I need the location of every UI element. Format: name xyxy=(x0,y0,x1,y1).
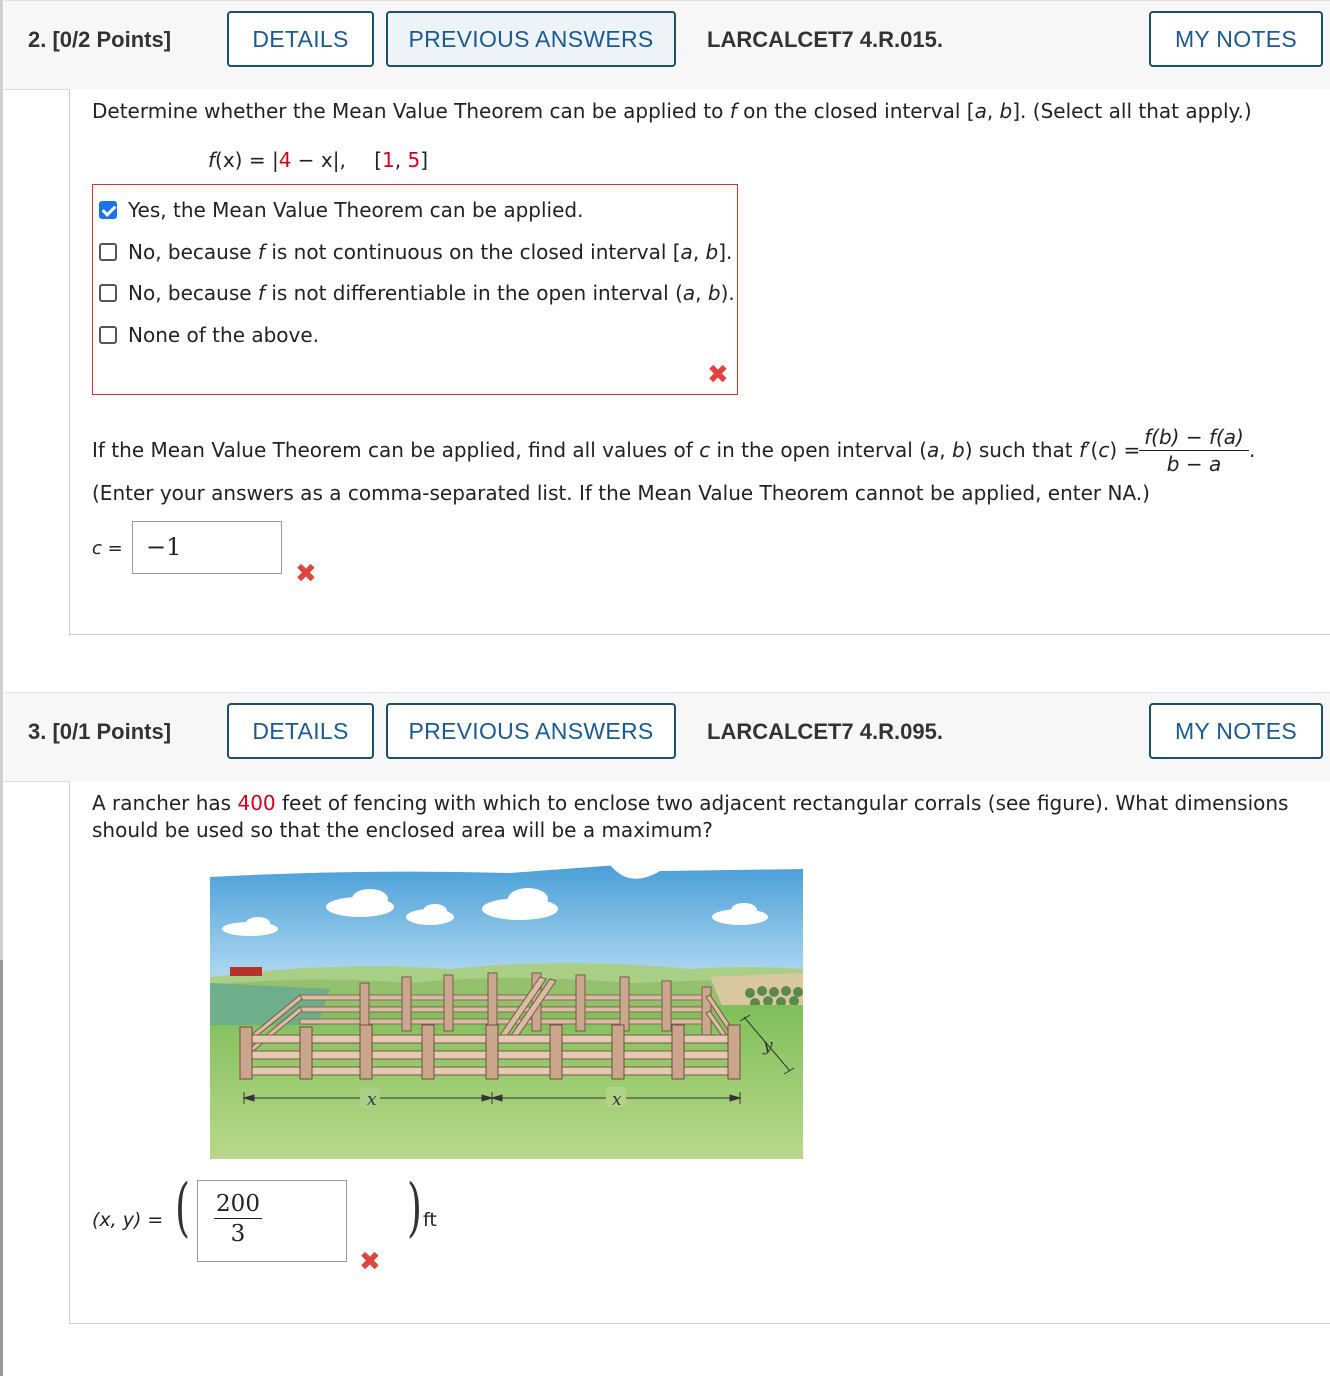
problem-code: LARCALCET7 4.R.015. xyxy=(707,27,943,52)
answer-fraction: $\frac{200}{3}$ xyxy=(214,1190,262,1249)
previous-answers-button[interactable]: PREVIOUS ANSWERS xyxy=(386,703,676,759)
checkbox-checked[interactable] xyxy=(99,201,117,219)
incorrect-icon: ✖ xyxy=(295,559,317,589)
details-button[interactable]: DETAILS xyxy=(227,703,374,759)
question-3-prompt-line-2: should be used so that the enclosed area will be a maximum? xyxy=(92,818,713,842)
checkbox[interactable] xyxy=(99,284,117,302)
left-border-lower xyxy=(0,960,3,1376)
question-3-prompt-line-1: A rancher has 400 feet of fencing with which to enclose two adjacent rectangular corrals (see figure). What dimensions xyxy=(92,791,1289,815)
close-paren: ) xyxy=(406,1171,422,1245)
unit-label: ft xyxy=(423,1209,437,1231)
choice-yes[interactable]: Yes, the Mean Value Theorem can be applied. xyxy=(99,196,583,224)
question-2-header xyxy=(4,0,1330,90)
c-label: c = xyxy=(92,538,123,559)
choice-not-differentiable[interactable]: No, because f is not differentiable in the open interval (a, b). xyxy=(99,279,735,307)
figure-x-label-left: x xyxy=(367,1090,377,1110)
question-2-prompt: Determine whether the Mean Value Theorem can be applied to f on the closed interval [a, b]. (Select all that apply.) xyxy=(92,99,1252,123)
choice-none[interactable]: None of the above. xyxy=(99,321,319,349)
c-answer-input[interactable]: −1 xyxy=(132,521,282,574)
figure-x-label-right: x xyxy=(612,1090,622,1110)
checkbox[interactable] xyxy=(99,326,117,344)
choices-box xyxy=(92,184,738,395)
corral-figure xyxy=(210,865,803,1159)
checkbox[interactable] xyxy=(99,243,117,261)
details-button[interactable]: DETAILS xyxy=(227,11,374,67)
question-2-title: 2. [0/2 Points] xyxy=(28,27,172,52)
answer-instructions: (Enter your answers as a comma-separated list. If the Mean Value Theorem cannot be applied, enter NA.) xyxy=(92,481,1150,505)
question-3-title: 3. [0/1 Points] xyxy=(28,719,172,744)
open-paren: ( xyxy=(174,1171,190,1245)
xy-answer-input[interactable] xyxy=(197,1180,347,1262)
part-2-prompt: If the Mean Value Theorem can be applied, find all values of c in the open interval (a, b) such that f′(c) = xyxy=(92,438,1141,462)
function-definition: f(x) = |4 − x|, [1, 5] xyxy=(208,148,429,172)
problem-code: LARCALCET7 4.R.095. xyxy=(707,719,943,744)
figure-y-label: y xyxy=(763,1036,773,1056)
incorrect-icon: ✖ xyxy=(707,360,729,390)
xy-label: (x, y) = xyxy=(92,1209,164,1231)
my-notes-button[interactable]: MY NOTES xyxy=(1149,703,1323,759)
incorrect-icon: ✖ xyxy=(359,1247,381,1277)
question-3-header xyxy=(4,692,1330,782)
previous-answers-button[interactable]: PREVIOUS ANSWERS xyxy=(386,11,676,67)
choice-not-continuous[interactable]: No, because f is not continuous on the closed interval [a, b]. xyxy=(99,238,732,266)
mvt-fraction: $\frac{f(b) - f(a)}{b - a}$ xyxy=(1139,425,1249,477)
my-notes-button[interactable]: MY NOTES xyxy=(1149,11,1323,67)
